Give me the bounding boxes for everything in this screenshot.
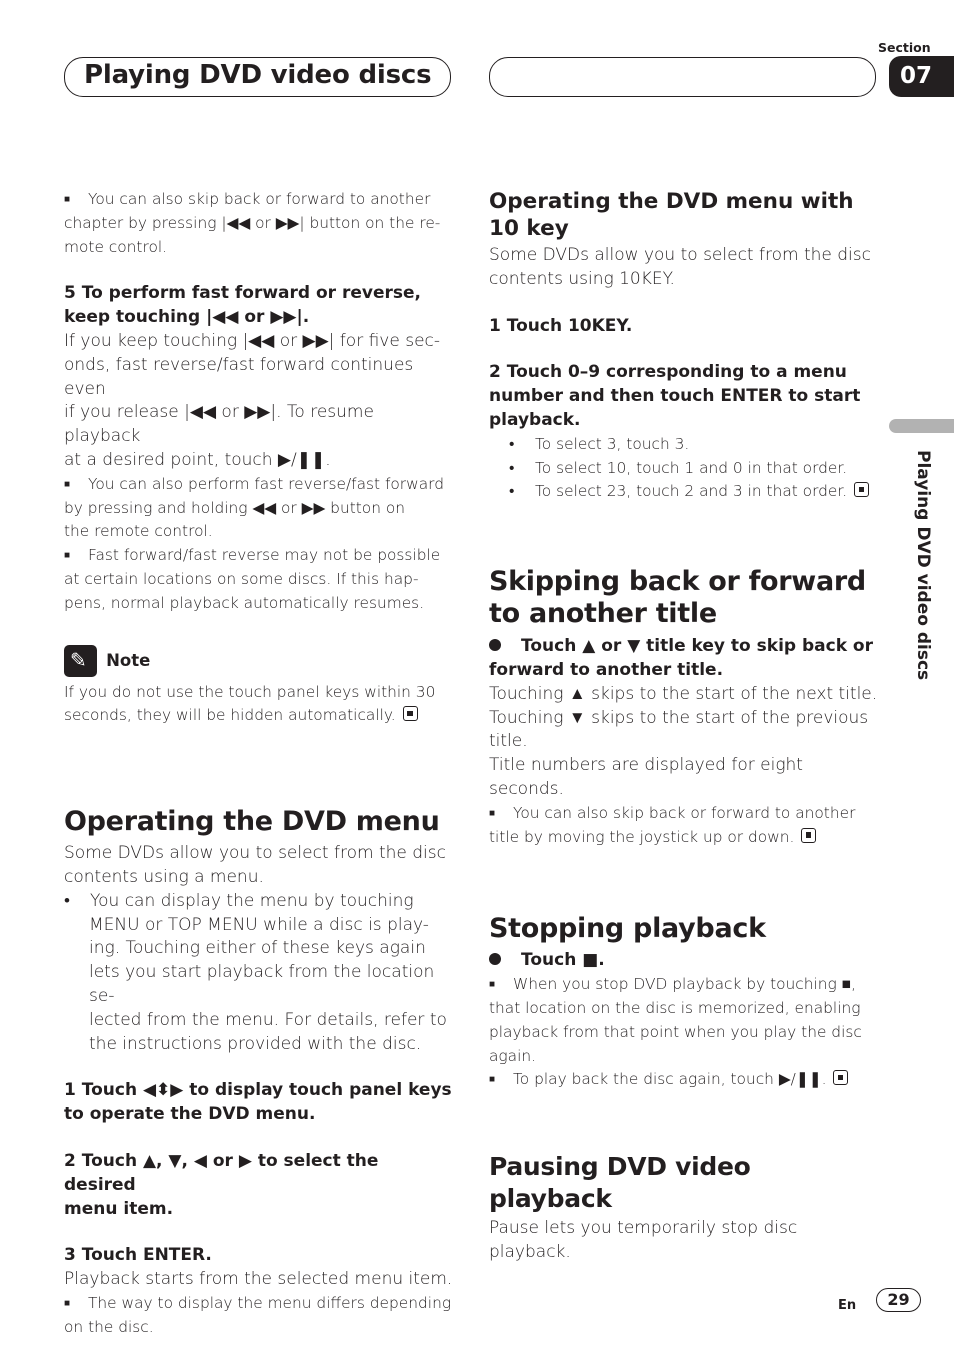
step5-title-line2: keep touching |◀◀ or ▶▶|. (64, 307, 310, 328)
menu-intro-2: contents using a menu. (64, 866, 264, 887)
stop-note1-1: ■ When you stop DVD playback by touching ■, (489, 975, 856, 994)
menu-intro-1: Some DVDs allow you to select from the disc (64, 843, 446, 864)
skip-note: ■ You can also skip back or forward to another (489, 803, 856, 822)
skip-body-2: Touching ▼ skips to the start of the previous (489, 707, 869, 728)
side-tab-text: Playing DVD video discs (913, 450, 933, 681)
section-label: Section (878, 40, 931, 55)
end-mark-icon (801, 828, 816, 843)
menu-bullet-6: the instructions provided with the disc. (89, 1033, 422, 1054)
skip-body-3: title. (489, 731, 528, 752)
page-number: 29 (876, 1288, 921, 1312)
skip-note: ■ You can also skip back or forward to another (64, 190, 431, 208)
skip-note-line3: mote control. (64, 237, 168, 256)
footer-language: En (838, 1298, 857, 1313)
skip-note-2: title by moving the joystick up or down. (489, 826, 881, 850)
step3-note: ■ The way to display the menu differs depending (64, 1293, 452, 1312)
ff-note-b2: at certain locations on some discs. If this hap- (64, 569, 419, 588)
right-column (489, 188, 881, 1265)
stop-note1-2: that location on the disc is memorized, enabling (489, 998, 861, 1017)
tenkey-intro-2: contents using 10KEY. (489, 268, 675, 289)
step5-body-1: If you keep touching |◀◀ or ▶▶| for five sec- (64, 330, 441, 351)
header-blank-frame (489, 57, 876, 97)
note-text-2: seconds, they will be hidden automatically. (64, 704, 454, 728)
heading-10key-2: 10 key (489, 216, 569, 241)
menu-bullet-3: ing. Touching either of these keys again (89, 938, 426, 959)
heading-skip-2: to another title (489, 598, 717, 630)
page-header-title: Playing DVD video discs (84, 60, 432, 90)
skip-step-2: forward to another title. (489, 659, 724, 680)
step1-line2: to operate the DVD menu. (64, 1104, 316, 1125)
skip-step-1: Touch ▲ or ▼ title key to skip back or (489, 635, 881, 659)
ff-note: ■ You can also perform fast reverse/fast forward (64, 474, 444, 493)
note-header (64, 645, 454, 677)
tenkey-step2-2: number and then touch ENTER to start (489, 386, 861, 407)
stop-note1-4: again. (489, 1046, 537, 1065)
step3-note-2: on the disc. (64, 1317, 154, 1336)
section-number-badge: 07 (889, 56, 954, 97)
stop-step: Touch ■. (489, 949, 881, 973)
heading-10key-1: Operating the DVD menu with (489, 189, 854, 214)
tenkey-bullet-1: • To select 3, touch 3. (509, 434, 690, 453)
menu-bullet: • You can display the menu by touching (64, 890, 414, 911)
step5-title-line1: 5 To perform fast forward or reverse, (64, 283, 421, 304)
tenkey-bullet-2: • To select 10, touch 1 and 0 in that order. (509, 458, 848, 477)
left-column (64, 188, 454, 1339)
step2-line2: menu item. (64, 1198, 174, 1219)
step1-line1: 1 Touch ◀⬍▶ to display touch panel keys (64, 1080, 452, 1101)
end-mark-icon (403, 706, 418, 721)
note-pencil-icon: ✎ (64, 645, 97, 677)
skip-body-1: Touching ▲ skips to the start of the next title. (489, 683, 878, 704)
menu-bullet-4: lets you start playback from the location se- (89, 962, 435, 1006)
note-label: Note (106, 651, 151, 671)
heading-skip-1: Skipping back or forward (489, 566, 866, 598)
menu-bullet-2: MENU or TOP MENU while a disc is play- (89, 914, 429, 935)
bullet-dot-icon (489, 639, 501, 651)
skip-note-line2: chapter by pressing |◀◀ or ▶▶| button on the re- (64, 213, 441, 232)
skip-body-4: Title numbers are displayed for eight seconds. (489, 755, 803, 799)
menu-bullet-5: lected from the menu. For details, refer to (89, 1009, 447, 1030)
ff-note-2: by pressing and holding ◀◀ or ▶▶ button on (64, 498, 406, 517)
end-mark-icon (854, 482, 869, 497)
ff-note-3: the remote control. (64, 522, 213, 541)
side-tab-marker (889, 419, 954, 433)
step2-line1: 2 Touch ▲, ▼, ◀ or ▶ to select the desired (64, 1150, 379, 1195)
stop-note2: ■ To play back the disc again, touch ▶/❚❚. (489, 1068, 881, 1092)
ff-note-b: ■ Fast forward/fast reverse may not be possible (64, 546, 441, 565)
stop-note1-3: playback from that point when you play the disc (489, 1022, 862, 1041)
step5-body-4: at a desired point, touch ▶/❚❚. (64, 449, 331, 470)
pause-body: Pause lets you temporarily stop disc playback. (489, 1218, 798, 1262)
step3-body: Playback starts from the selected menu item. (64, 1269, 453, 1290)
tenkey-step2-3: playback. (489, 409, 581, 430)
note-text-1: If you do not use the touch panel keys within 30 (64, 682, 436, 701)
tenkey-intro-1: Some DVDs allow you to select from the disc (489, 245, 871, 265)
end-mark-icon (833, 1070, 848, 1085)
bullet-dot-icon (489, 953, 501, 965)
tenkey-step1: 1 Touch 10KEY. (489, 315, 633, 336)
tenkey-step2-1: 2 Touch 0–9 corresponding to a menu (489, 362, 847, 383)
step3-title: 3 Touch ENTER. (64, 1245, 212, 1266)
heading-pausing: Pausing DVD video playback (489, 1152, 751, 1214)
step5-body-2: onds, fast reverse/fast forward continues even (64, 354, 414, 399)
step5-body-3: if you release |◀◀ or ▶▶|. To resume playback (64, 402, 374, 447)
heading-stopping-playback: Stopping playback (489, 913, 766, 945)
heading-operating-dvd-menu: Operating the DVD menu (64, 806, 440, 838)
tenkey-bullet-3: • To select 23, touch 2 and 3 in that order. (489, 480, 881, 504)
ff-note-b3: pens, normal playback automatically resumes. (64, 593, 425, 612)
